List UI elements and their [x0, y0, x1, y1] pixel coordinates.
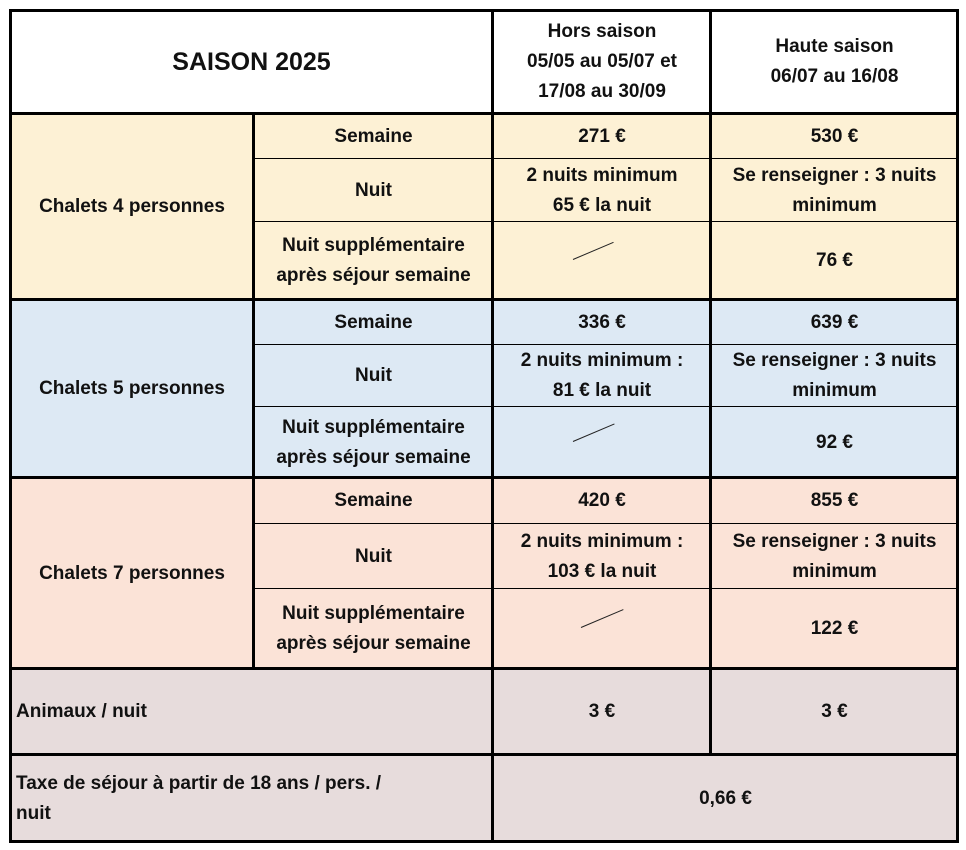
- tax-value: 0,66 €: [493, 755, 958, 842]
- row-line: [254, 588, 958, 589]
- animals-low: 3 €: [493, 669, 711, 755]
- table-border-top: [9, 9, 959, 12]
- row-line: [254, 406, 958, 407]
- table-border-right: [956, 9, 959, 843]
- chalet-4-extra-label: Nuit supplémentaire après séjour semaine: [254, 222, 493, 300]
- chalet-4-night-label: Nuit: [254, 159, 493, 222]
- chalet-4-night-low: 2 nuits minimum 65 € la nuit: [493, 159, 711, 222]
- chalet-5-label: Chalets 5 personnes: [10, 300, 254, 478]
- not-applicable-slash: [581, 609, 624, 628]
- low-season-header: Hors saison 05/05 au 05/07 et 17/08 au 30/09: [493, 10, 711, 114]
- chalet-7-extra-high: 122 €: [711, 589, 958, 669]
- chalet-5-night-label: Nuit: [254, 345, 493, 407]
- tax-label: Taxe de séjour à partir de 18 ans / pers. / nuit: [10, 755, 493, 842]
- chalet-5-week-low: 336 €: [493, 300, 711, 345]
- table-border-left: [9, 9, 12, 843]
- chalet-5-extra-high: 92 €: [711, 407, 958, 478]
- row-line: [254, 523, 958, 524]
- chalet-7-label: Chalets 7 personnes: [10, 478, 254, 669]
- chalet-7-week-label: Semaine: [254, 478, 493, 524]
- chalet-4-label: Chalets 4 personnes: [10, 114, 254, 300]
- group-separator: [9, 753, 959, 756]
- row-line: [254, 344, 958, 345]
- table-border-bottom: [9, 840, 959, 843]
- chalet-4-night-high: Se renseigner : 3 nuits minimum: [711, 159, 958, 222]
- chalet-4-week-low: 271 €: [493, 114, 711, 159]
- chalet-7-week-low: 420 €: [493, 478, 711, 524]
- not-applicable-slash: [573, 242, 614, 260]
- animals-high: 3 €: [711, 669, 958, 755]
- chalet-5-week-label: Semaine: [254, 300, 493, 345]
- chalet-7-week-high: 855 €: [711, 478, 958, 524]
- column-separator: [252, 113, 255, 669]
- chalet-4-extra-high: 76 €: [711, 222, 958, 300]
- high-season-header: Haute saison 06/07 au 16/08: [711, 10, 958, 114]
- animals-label: Animaux / nuit: [10, 669, 493, 755]
- column-separator: [709, 9, 712, 756]
- season-title: SAISON 2025: [10, 10, 493, 114]
- not-applicable-slash: [573, 423, 615, 442]
- chalet-7-extra-label: Nuit supplémentaire après séjour semaine: [254, 589, 493, 669]
- chalet-4-week-label: Semaine: [254, 114, 493, 159]
- group-separator: [9, 298, 959, 301]
- chalet-4-week-high: 530 €: [711, 114, 958, 159]
- row-line: [254, 221, 958, 222]
- chalet-5-night-low: 2 nuits minimum : 81 € la nuit: [493, 345, 711, 407]
- chalet-5-week-high: 639 €: [711, 300, 958, 345]
- header-separator: [9, 112, 959, 115]
- row-line: [254, 158, 958, 159]
- column-separator: [491, 9, 494, 843]
- chalet-7-night-low: 2 nuits minimum : 103 € la nuit: [493, 524, 711, 589]
- chalet-7-night-high: Se renseigner : 3 nuits minimum: [711, 524, 958, 589]
- group-separator: [9, 476, 959, 479]
- chalet-7-extra-low: [493, 589, 711, 669]
- chalet-7-night-label: Nuit: [254, 524, 493, 589]
- chalet-5-extra-label: Nuit supplémentaire après séjour semaine: [254, 407, 493, 478]
- group-separator: [9, 667, 959, 670]
- chalet-5-extra-low: [493, 407, 711, 478]
- chalet-5-night-high: Se renseigner : 3 nuits minimum: [711, 345, 958, 407]
- chalet-4-extra-low: [493, 222, 711, 300]
